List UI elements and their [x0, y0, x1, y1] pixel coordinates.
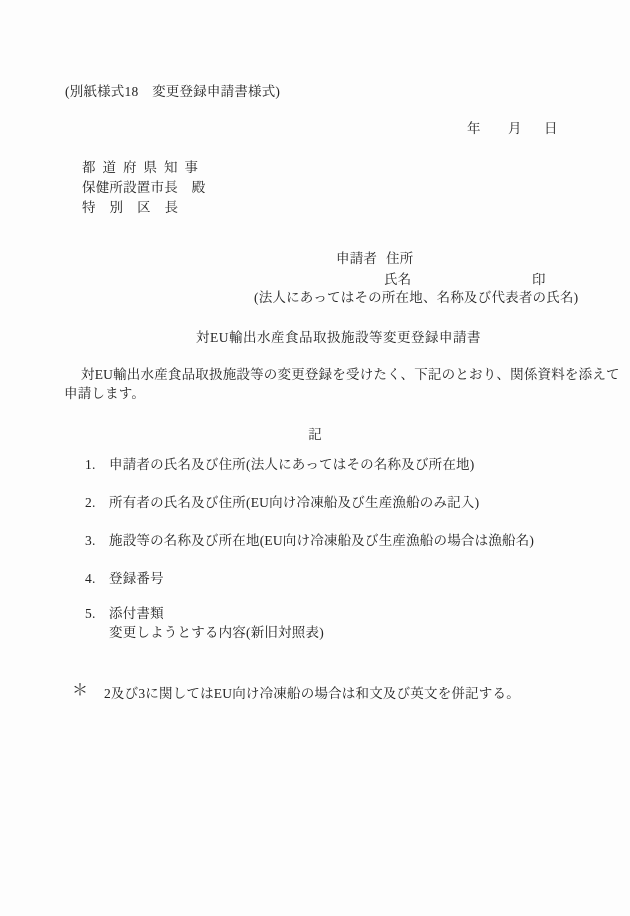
applicant-label: 申請者	[336, 251, 378, 266]
date-year-label: 年	[467, 121, 481, 136]
list-item-3-number: 3.	[85, 533, 96, 548]
list-item-2-number: 2.	[85, 495, 96, 510]
footnote-text: 2及び3に関してはEU向け冷凍船の場合は和文及び英文を併記する。	[104, 686, 520, 701]
list-item-2	[85, 494, 479, 511]
list-item-1	[85, 456, 474, 473]
applicant-name-label: 氏名	[384, 272, 412, 287]
list-item-3-text: 施設等の名称及び所在地(EU向け冷凍船及び生産漁船の場合は漁船名)	[109, 533, 535, 548]
list-item-1-text: 申請者の氏名及び住所(法人にあってはその名称及び所在地)	[109, 457, 475, 472]
list-item-5-subtext: 変更しようとする内容(新旧対照表)	[109, 625, 324, 640]
list-item-2-text: 所有者の氏名及び住所(EU向け冷凍船及び生産漁船のみ記入)	[109, 495, 480, 510]
body-paragraph-line1: 対EU輸出水産食品取扱施設等の変更登録を受けたく、下記のとおり、関係資料を添えて	[81, 367, 620, 382]
body-paragraph-line2: 申請します。	[64, 386, 146, 401]
list-item-1-number: 1.	[85, 457, 96, 472]
applicant-address-label: 住所	[386, 251, 414, 266]
seal-mark: 印	[532, 272, 546, 287]
list-item-4-number: 4.	[85, 571, 96, 586]
form-code: (別紙様式18 変更登録申請書様式)	[65, 84, 281, 99]
corporate-note: (法人にあってはその所在地、名称及び代表者の氏名)	[254, 290, 579, 305]
date-day-label: 日	[544, 121, 558, 136]
addressee-special-ward-chief: 特別区長	[82, 200, 192, 215]
list-item-4	[85, 570, 164, 587]
list-item-5-number: 5.	[85, 606, 96, 621]
list-item-3	[85, 532, 534, 549]
addressee-health-center-mayor: 保健所設置市長 殿	[82, 180, 206, 195]
record-marker: 記	[308, 427, 322, 442]
list-item-5-text: 添付書類	[109, 606, 164, 621]
document-title: 対EU輸出水産食品取扱施設等変更登録申請書	[196, 330, 481, 345]
addressee-prefectural-governor: 都道府県知事	[82, 160, 205, 175]
footnote-asterisk: ＊	[72, 682, 89, 699]
date-month-label: 月	[508, 121, 522, 136]
list-item-5	[85, 605, 164, 622]
list-item-4-text: 登録番号	[109, 571, 164, 586]
